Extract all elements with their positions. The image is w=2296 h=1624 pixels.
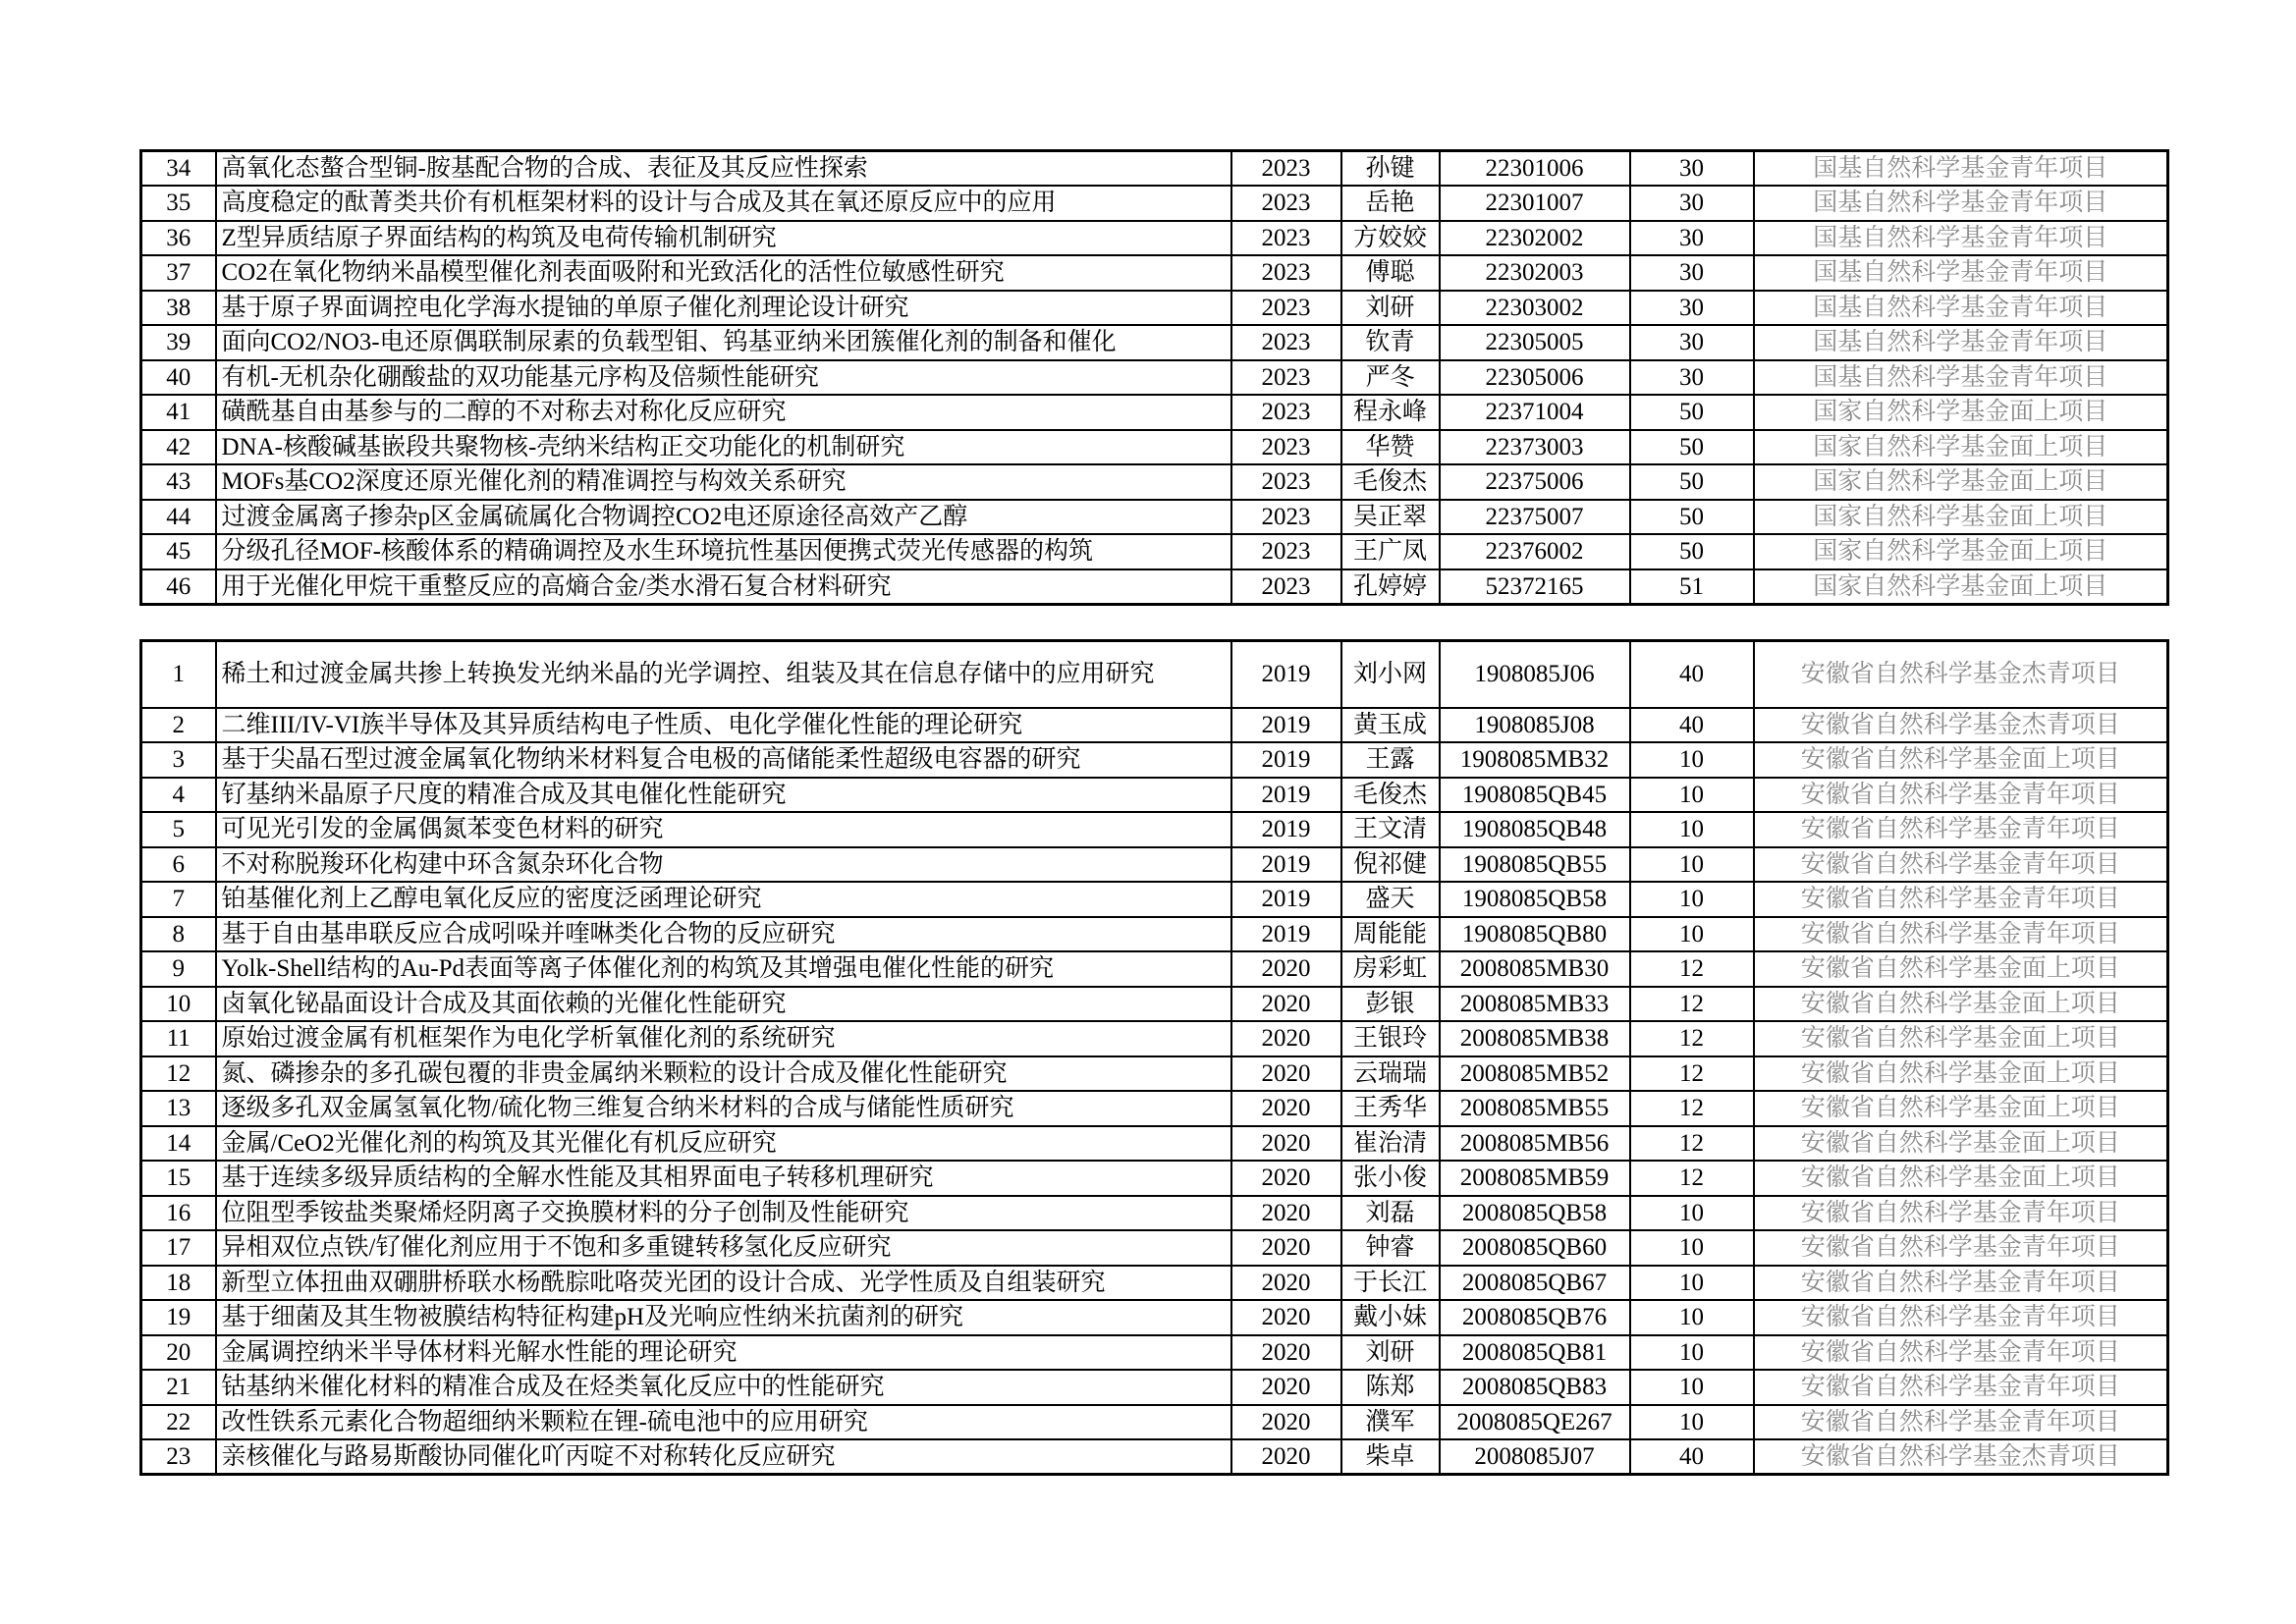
cell-year: 2019 [1231, 812, 1341, 847]
cell-type: 安徽省自然科学基金面上项目 [1754, 1056, 2168, 1092]
cell-code: 22305006 [1440, 360, 1630, 396]
cell-fund: 10 [1630, 1370, 1754, 1405]
cell-code: 22376002 [1440, 534, 1630, 569]
cell-fund: 12 [1630, 1091, 1754, 1126]
cell-leader: 刘研 [1341, 1335, 1440, 1371]
cell-fund: 10 [1630, 1300, 1754, 1335]
table-1-body [141, 151, 2168, 605]
table-row [141, 464, 2168, 500]
cell-title: 高氧化态螯合型铜-胺基配合物的合成、表征及其反应性探索 [216, 151, 1231, 187]
cell-year: 2023 [1231, 360, 1341, 396]
cell-no: 6 [141, 847, 216, 883]
cell-title: 氮、磷掺杂的多孔碳包覆的非贵金属纳米颗粒的设计合成及催化性能研究 [216, 1056, 1231, 1092]
cell-title: Yolk-Shell结构的Au-Pd表面等离子体催化剂的构筑及其增强电催化性能的研究 [216, 951, 1231, 987]
cell-title: 改性铁系元素化合物超细纳米颗粒在锂-硫电池中的应用研究 [216, 1405, 1231, 1440]
cell-year: 2023 [1231, 151, 1341, 187]
cell-year: 2023 [1231, 500, 1341, 535]
cell-year: 2023 [1231, 186, 1341, 221]
cell-leader: 钦青 [1341, 325, 1440, 360]
cell-leader: 毛俊杰 [1341, 464, 1440, 500]
cell-leader: 王露 [1341, 742, 1440, 778]
cell-code: 22373003 [1440, 430, 1630, 465]
cell-fund: 10 [1630, 778, 1754, 813]
cell-no: 5 [141, 812, 216, 847]
cell-title: 用于光催化甲烷干重整反应的高熵合金/类水滑石复合材料研究 [216, 569, 1231, 605]
table-row [141, 221, 2168, 256]
cell-type: 国基自然科学基金青年项目 [1754, 325, 2168, 360]
cell-leader: 孔婷婷 [1341, 569, 1440, 605]
cell-no: 7 [141, 882, 216, 917]
cell-leader: 黄玉成 [1341, 708, 1440, 743]
cell-type: 国基自然科学基金青年项目 [1754, 255, 2168, 291]
cell-title: 钴基纳米催化材料的精准合成及在烃类氧化反应中的性能研究 [216, 1370, 1231, 1405]
cell-year: 2020 [1231, 1300, 1341, 1335]
cell-type: 国家自然科学基金面上项目 [1754, 464, 2168, 500]
cell-no: 36 [141, 221, 216, 256]
table-row [141, 742, 2168, 778]
cell-title: 卤氧化铋晶面设计合成及其面依赖的光催化性能研究 [216, 987, 1231, 1022]
cell-leader: 于长江 [1341, 1266, 1440, 1301]
cell-type: 国基自然科学基金青年项目 [1754, 221, 2168, 256]
cell-leader: 王文清 [1341, 812, 1440, 847]
table-row [141, 360, 2168, 396]
cell-code: 2008085MB33 [1440, 987, 1630, 1022]
cell-code: 22375007 [1440, 500, 1630, 535]
cell-type: 安徽省自然科学基金杰青项目 [1754, 708, 2168, 743]
cell-leader: 傅聪 [1341, 255, 1440, 291]
cell-leader: 王秀华 [1341, 1091, 1440, 1126]
cell-fund: 12 [1630, 987, 1754, 1022]
cell-code: 1908085QB48 [1440, 812, 1630, 847]
cell-fund: 50 [1630, 534, 1754, 569]
cell-leader: 陈郑 [1341, 1370, 1440, 1405]
cell-fund: 10 [1630, 917, 1754, 952]
table-row [141, 534, 2168, 569]
cell-year: 2019 [1231, 847, 1341, 883]
cell-year: 2020 [1231, 1370, 1341, 1405]
cell-year: 2020 [1231, 1230, 1341, 1266]
cell-type: 安徽省自然科学基金青年项目 [1754, 812, 2168, 847]
cell-title: 金属调控纳米半导体材料光解水性能的理论研究 [216, 1335, 1231, 1371]
cell-title: 逐级多孔双金属氢氧化物/硫化物三维复合纳米材料的合成与储能性质研究 [216, 1091, 1231, 1126]
cell-leader: 刘研 [1341, 291, 1440, 326]
cell-leader: 周能能 [1341, 917, 1440, 952]
cell-no: 44 [141, 500, 216, 535]
cell-type: 国家自然科学基金面上项目 [1754, 500, 2168, 535]
cell-no: 3 [141, 742, 216, 778]
table-row [141, 151, 2168, 187]
table-row [141, 430, 2168, 465]
cell-code: 1908085MB32 [1440, 742, 1630, 778]
cell-fund: 40 [1630, 708, 1754, 743]
cell-no: 39 [141, 325, 216, 360]
cell-year: 2019 [1231, 641, 1341, 708]
cell-title: 原始过渡金属有机框架作为电化学析氧催化剂的系统研究 [216, 1021, 1231, 1056]
cell-no: 11 [141, 1021, 216, 1056]
cell-code: 2008085QB83 [1440, 1370, 1630, 1405]
cell-type: 国家自然科学基金面上项目 [1754, 569, 2168, 605]
table-row [141, 325, 2168, 360]
cell-type: 安徽省自然科学基金面上项目 [1754, 1126, 2168, 1162]
cell-fund: 50 [1630, 464, 1754, 500]
cell-no: 22 [141, 1405, 216, 1440]
cell-code: 1908085QB80 [1440, 917, 1630, 952]
cell-fund: 10 [1630, 847, 1754, 883]
cell-type: 国基自然科学基金青年项目 [1754, 291, 2168, 326]
cell-year: 2020 [1231, 1056, 1341, 1092]
cell-no: 45 [141, 534, 216, 569]
cell-code: 1908085J08 [1440, 708, 1630, 743]
cell-code: 1908085QB55 [1440, 847, 1630, 883]
cell-no: 19 [141, 1300, 216, 1335]
table-row [141, 1021, 2168, 1056]
cell-year: 2023 [1231, 221, 1341, 256]
cell-code: 2008085MB30 [1440, 951, 1630, 987]
cell-code: 2008085MB55 [1440, 1091, 1630, 1126]
cell-fund: 50 [1630, 395, 1754, 430]
cell-code: 22301006 [1440, 151, 1630, 187]
table-row [141, 1196, 2168, 1231]
cell-no: 38 [141, 291, 216, 326]
cell-title: 基于尖晶石型过渡金属氧化物纳米材料复合电极的高储能柔性超级电容器的研究 [216, 742, 1231, 778]
cell-year: 2020 [1231, 1405, 1341, 1440]
cell-type: 安徽省自然科学基金杰青项目 [1754, 1439, 2168, 1475]
cell-type: 安徽省自然科学基金青年项目 [1754, 917, 2168, 952]
cell-type: 安徽省自然科学基金面上项目 [1754, 1161, 2168, 1196]
cell-code: 2008085QB81 [1440, 1335, 1630, 1371]
table-row [141, 812, 2168, 847]
cell-type: 安徽省自然科学基金青年项目 [1754, 1266, 2168, 1301]
cell-no: 14 [141, 1126, 216, 1162]
cell-fund: 12 [1630, 951, 1754, 987]
cell-fund: 12 [1630, 1126, 1754, 1162]
cell-title: 面向CO2/NO3-电还原偶联制尿素的负载型钼、钨基亚纳米团簇催化剂的制备和催化 [216, 325, 1231, 360]
cell-code: 2008085QE267 [1440, 1405, 1630, 1440]
cell-year: 2020 [1231, 1266, 1341, 1301]
cell-fund: 10 [1630, 1335, 1754, 1371]
cell-leader: 倪祁健 [1341, 847, 1440, 883]
cell-fund: 30 [1630, 221, 1754, 256]
cell-year: 2020 [1231, 1161, 1341, 1196]
table-row [141, 641, 2168, 708]
cell-leader: 吴正翠 [1341, 500, 1440, 535]
cell-no: 21 [141, 1370, 216, 1405]
cell-year: 2023 [1231, 325, 1341, 360]
cell-fund: 30 [1630, 325, 1754, 360]
cell-code: 2008085QB58 [1440, 1196, 1630, 1231]
cell-type: 安徽省自然科学基金青年项目 [1754, 1230, 2168, 1266]
cell-no: 13 [141, 1091, 216, 1126]
cell-no: 15 [141, 1161, 216, 1196]
cell-type: 安徽省自然科学基金青年项目 [1754, 1370, 2168, 1405]
cell-code: 2008085QB67 [1440, 1266, 1630, 1301]
cell-no: 34 [141, 151, 216, 187]
table-row [141, 951, 2168, 987]
cell-no: 2 [141, 708, 216, 743]
cell-type: 国基自然科学基金青年项目 [1754, 360, 2168, 396]
cell-no: 23 [141, 1439, 216, 1475]
cell-code: 22302003 [1440, 255, 1630, 291]
table-row [141, 291, 2168, 326]
cell-title: 钌基纳米晶原子尺度的精准合成及其电催化性能研究 [216, 778, 1231, 813]
cell-year: 2023 [1231, 569, 1341, 605]
cell-title: 磺酰基自由基参与的二醇的不对称去对称化反应研究 [216, 395, 1231, 430]
cell-code: 2008085QB60 [1440, 1230, 1630, 1266]
table-row [141, 1300, 2168, 1335]
cell-leader: 张小俊 [1341, 1161, 1440, 1196]
table-row [141, 1230, 2168, 1266]
cell-title: 基于连续多级异质结构的全解水性能及其相界面电子转移机理研究 [216, 1161, 1231, 1196]
cell-title: 过渡金属离子掺杂p区金属硫属化合物调控CO2电还原途径高效产乙醇 [216, 500, 1231, 535]
cell-title: 新型立体扭曲双硼肼桥联水杨酰腙吡咯荧光团的设计合成、光学性质及自组装研究 [216, 1266, 1231, 1301]
cell-code: 22303002 [1440, 291, 1630, 326]
table-row [141, 1091, 2168, 1126]
cell-leader: 云瑞瑞 [1341, 1056, 1440, 1092]
cell-leader: 严冬 [1341, 360, 1440, 396]
cell-year: 2023 [1231, 430, 1341, 465]
cell-no: 20 [141, 1335, 216, 1371]
table-row [141, 778, 2168, 813]
table-row [141, 917, 2168, 952]
cell-title: CO2在氧化物纳米晶模型催化剂表面吸附和光致活化的活性位敏感性研究 [216, 255, 1231, 291]
cell-year: 2023 [1231, 464, 1341, 500]
table-row [141, 1266, 2168, 1301]
table-row [141, 1370, 2168, 1405]
cell-leader: 毛俊杰 [1341, 778, 1440, 813]
table-row [141, 500, 2168, 535]
table-row [141, 1161, 2168, 1196]
cell-no: 17 [141, 1230, 216, 1266]
table-row [141, 987, 2168, 1022]
cell-type: 安徽省自然科学基金面上项目 [1754, 742, 2168, 778]
cell-no: 46 [141, 569, 216, 605]
cell-year: 2019 [1231, 882, 1341, 917]
cell-year: 2019 [1231, 778, 1341, 813]
project-table-1 [139, 149, 2169, 606]
cell-fund: 30 [1630, 151, 1754, 187]
cell-title: MOFs基CO2深度还原光催化剂的精准调控与构效关系研究 [216, 464, 1231, 500]
table-row [141, 1439, 2168, 1475]
cell-title: 金属/CeO2光催化剂的构筑及其光催化有机反应研究 [216, 1126, 1231, 1162]
cell-year: 2020 [1231, 951, 1341, 987]
cell-fund: 30 [1630, 360, 1754, 396]
table-row [141, 1405, 2168, 1440]
cell-fund: 30 [1630, 186, 1754, 221]
table-row [141, 847, 2168, 883]
table-row [141, 1335, 2168, 1371]
cell-code: 22371004 [1440, 395, 1630, 430]
cell-title: 铂基催化剂上乙醇电氧化反应的密度泛函理论研究 [216, 882, 1231, 917]
cell-title: 基于细菌及其生物被膜结构特征构建pH及光响应性纳米抗菌剂的研究 [216, 1300, 1231, 1335]
table-row [141, 255, 2168, 291]
cell-year: 2020 [1231, 1335, 1341, 1371]
cell-title: 不对称脱羧环化构建中环含氮杂环化合物 [216, 847, 1231, 883]
cell-type: 安徽省自然科学基金青年项目 [1754, 847, 2168, 883]
cell-type: 安徽省自然科学基金面上项目 [1754, 987, 2168, 1022]
cell-leader: 钟睿 [1341, 1230, 1440, 1266]
cell-leader: 盛天 [1341, 882, 1440, 917]
cell-fund: 10 [1630, 882, 1754, 917]
table-row [141, 1126, 2168, 1162]
cell-leader: 华赞 [1341, 430, 1440, 465]
cell-title: 位阻型季铵盐类聚烯烃阴离子交换膜材料的分子创制及性能研究 [216, 1196, 1231, 1231]
cell-no: 16 [141, 1196, 216, 1231]
cell-fund: 12 [1630, 1161, 1754, 1196]
cell-fund: 51 [1630, 569, 1754, 605]
cell-type: 安徽省自然科学基金青年项目 [1754, 1300, 2168, 1335]
cell-code: 1908085QB45 [1440, 778, 1630, 813]
cell-leader: 崔治清 [1341, 1126, 1440, 1162]
cell-type: 安徽省自然科学基金面上项目 [1754, 1021, 2168, 1056]
cell-code: 22305005 [1440, 325, 1630, 360]
cell-year: 2023 [1231, 255, 1341, 291]
cell-no: 12 [141, 1056, 216, 1092]
cell-type: 国家自然科学基金面上项目 [1754, 430, 2168, 465]
cell-title: DNA-核酸碱基嵌段共聚物核-壳纳米结构正交功能化的机制研究 [216, 430, 1231, 465]
cell-fund: 10 [1630, 1230, 1754, 1266]
cell-fund: 30 [1630, 255, 1754, 291]
cell-leader: 柴卓 [1341, 1439, 1440, 1475]
cell-code: 2008085J07 [1440, 1439, 1630, 1475]
cell-leader: 程永峰 [1341, 395, 1440, 430]
cell-year: 2020 [1231, 1021, 1341, 1056]
cell-leader: 彭银 [1341, 987, 1440, 1022]
cell-title: 稀土和过渡金属共掺上转换发光纳米晶的光学调控、组装及其在信息存储中的应用研究 [216, 641, 1231, 708]
cell-fund: 12 [1630, 1021, 1754, 1056]
cell-year: 2020 [1231, 1091, 1341, 1126]
cell-code: 22375006 [1440, 464, 1630, 500]
cell-year: 2020 [1231, 1196, 1341, 1231]
cell-leader: 刘磊 [1341, 1196, 1440, 1231]
cell-fund: 10 [1630, 812, 1754, 847]
cell-type: 安徽省自然科学基金青年项目 [1754, 1196, 2168, 1231]
cell-leader: 王广凤 [1341, 534, 1440, 569]
cell-leader: 方姣姣 [1341, 221, 1440, 256]
cell-code: 1908085QB58 [1440, 882, 1630, 917]
cell-title: 分级孔径MOF-核酸体系的精确调控及水生环境抗性基因便携式荧光传感器的构筑 [216, 534, 1231, 569]
cell-year: 2019 [1231, 742, 1341, 778]
cell-type: 安徽省自然科学基金青年项目 [1754, 1335, 2168, 1371]
cell-no: 35 [141, 186, 216, 221]
cell-code: 2008085MB56 [1440, 1126, 1630, 1162]
cell-year: 2023 [1231, 395, 1341, 430]
cell-year: 2020 [1231, 1126, 1341, 1162]
cell-code: 1908085J06 [1440, 641, 1630, 708]
cell-leader: 濮军 [1341, 1405, 1440, 1440]
cell-fund: 10 [1630, 1196, 1754, 1231]
cell-leader: 刘小网 [1341, 641, 1440, 708]
cell-year: 2023 [1231, 534, 1341, 569]
table-row [141, 569, 2168, 605]
cell-year: 2023 [1231, 291, 1341, 326]
cell-type: 国家自然科学基金面上项目 [1754, 395, 2168, 430]
cell-title: 二维III/IV-VI族半导体及其异质结构电子性质、电化学催化性能的理论研究 [216, 708, 1231, 743]
cell-code: 2008085MB59 [1440, 1161, 1630, 1196]
cell-code: 2008085MB52 [1440, 1056, 1630, 1092]
cell-title: 可见光引发的金属偶氮苯变色材料的研究 [216, 812, 1231, 847]
cell-type: 安徽省自然科学基金青年项目 [1754, 1405, 2168, 1440]
cell-fund: 50 [1630, 500, 1754, 535]
cell-title: 异相双位点铁/钌催化剂应用于不饱和多重键转移氢化反应研究 [216, 1230, 1231, 1266]
cell-year: 2020 [1231, 987, 1341, 1022]
cell-fund: 10 [1630, 1405, 1754, 1440]
cell-no: 43 [141, 464, 216, 500]
table-2-body [141, 641, 2168, 1475]
cell-title: 基于自由基串联反应合成吲哚并喹啉类化合物的反应研究 [216, 917, 1231, 952]
cell-title: Z型异质结原子界面结构的构筑及电荷传输机制研究 [216, 221, 1231, 256]
cell-leader: 岳艳 [1341, 186, 1440, 221]
cell-leader: 王银玲 [1341, 1021, 1440, 1056]
cell-fund: 40 [1630, 1439, 1754, 1475]
cell-leader: 戴小妹 [1341, 1300, 1440, 1335]
cell-no: 4 [141, 778, 216, 813]
cell-type: 国基自然科学基金青年项目 [1754, 186, 2168, 221]
cell-no: 1 [141, 641, 216, 708]
table-row [141, 395, 2168, 430]
cell-fund: 40 [1630, 641, 1754, 708]
cell-type: 安徽省自然科学基金面上项目 [1754, 951, 2168, 987]
cell-no: 8 [141, 917, 216, 952]
cell-type: 安徽省自然科学基金面上项目 [1754, 1091, 2168, 1126]
cell-fund: 10 [1630, 1266, 1754, 1301]
cell-fund: 10 [1630, 742, 1754, 778]
cell-year: 2020 [1231, 1439, 1341, 1475]
cell-code: 22301007 [1440, 186, 1630, 221]
cell-title: 亲核催化与路易斯酸协同催化吖丙啶不对称转化反应研究 [216, 1439, 1231, 1475]
cell-year: 2019 [1231, 917, 1341, 952]
cell-no: 10 [141, 987, 216, 1022]
table-row [141, 186, 2168, 221]
cell-title: 基于原子界面调控电化学海水提铀的单原子催化剂理论设计研究 [216, 291, 1231, 326]
cell-code: 2008085QB76 [1440, 1300, 1630, 1335]
cell-no: 41 [141, 395, 216, 430]
cell-leader: 孙键 [1341, 151, 1440, 187]
table-row [141, 882, 2168, 917]
cell-no: 9 [141, 951, 216, 987]
cell-fund: 12 [1630, 1056, 1754, 1092]
cell-no: 40 [141, 360, 216, 396]
cell-leader: 房彩虹 [1341, 951, 1440, 987]
cell-type: 国基自然科学基金青年项目 [1754, 151, 2168, 187]
table-row [141, 1056, 2168, 1092]
cell-code: 52372165 [1440, 569, 1630, 605]
table-row [141, 708, 2168, 743]
cell-year: 2019 [1231, 708, 1341, 743]
cell-title: 高度稳定的酞菁类共价有机框架材料的设计与合成及其在氧还原反应中的应用 [216, 186, 1231, 221]
project-table-2 [139, 639, 2169, 1476]
cell-code: 22302002 [1440, 221, 1630, 256]
cell-type: 安徽省自然科学基金青年项目 [1754, 778, 2168, 813]
cell-no: 42 [141, 430, 216, 465]
cell-title: 有机-无机杂化硼酸盐的双功能基元序构及倍频性能研究 [216, 360, 1231, 396]
cell-code: 2008085MB38 [1440, 1021, 1630, 1056]
cell-type: 安徽省自然科学基金青年项目 [1754, 882, 2168, 917]
cell-fund: 50 [1630, 430, 1754, 465]
cell-fund: 30 [1630, 291, 1754, 326]
cell-type: 国家自然科学基金面上项目 [1754, 534, 2168, 569]
cell-no: 18 [141, 1266, 216, 1301]
cell-type: 安徽省自然科学基金杰青项目 [1754, 641, 2168, 708]
cell-no: 37 [141, 255, 216, 291]
